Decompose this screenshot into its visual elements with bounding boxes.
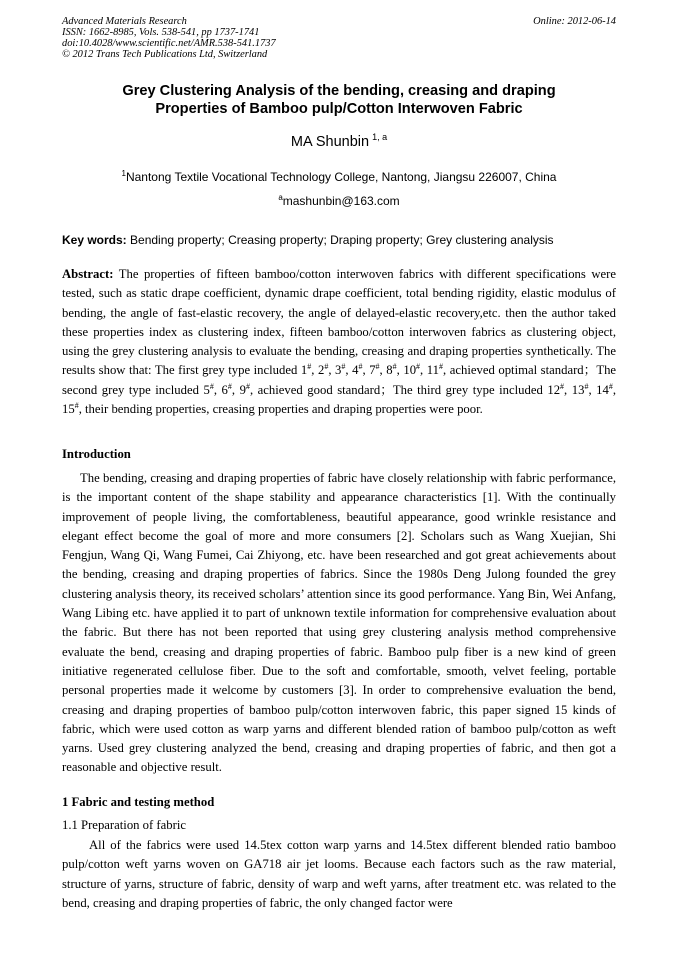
fabric-number-mark: # (307, 362, 312, 372)
fabric-number-mark: # (608, 381, 613, 391)
author-marks: 1, a (372, 132, 388, 142)
section-1-heading: 1 Fabric and testing method (62, 795, 215, 809)
affiliation-text: Nantong Textile Vocational Technology College, Nantong, Jiangsu 226007, China (125, 170, 557, 184)
author-line (62, 134, 616, 150)
abstract-text: , 11 (420, 363, 439, 378)
fabric-number-mark: # (584, 381, 589, 391)
title-line-2: Properties of Bamboo pulp/Cotton Interwoven Fabric (155, 101, 523, 117)
abstract-text: , 6 (213, 382, 228, 397)
abstract-text: , 15 (62, 382, 617, 417)
abstract-text: The properties of fifteen bamboo/cotton interwoven fabrics with different specifications were tested, such as static drape coefficient, dynamic drape coefficient, total bending rigidity, elastic modulus of bending, the angle of fast-elastic recovery, the angle of delayed-elastic recovery,etc. then the author taked these properties index as clustering index, fifteen bamboo/cotton interwoven fabrics as clustering object, using the grey clustering analysis to evaluate the bending, creasing and draping properties synthetically. The results show that: The first grey type included 1 (62, 267, 616, 378)
fabric-number-mark: # (416, 362, 421, 372)
affiliation-mark: 1 (121, 169, 126, 178)
fabric-number-mark: # (324, 362, 329, 372)
journal-header (62, 16, 616, 60)
section-1-1-heading: 1.1 Preparation of fabric (62, 818, 187, 832)
abstract-text: , 9 (231, 382, 246, 397)
abstract (62, 265, 616, 419)
fabric-number-mark: # (375, 362, 380, 372)
abstract-text: , their bending properties, creasing properties and draping properties were poor. (78, 402, 483, 417)
abstract-text: , achieved good standard；The third grey type included 12 (249, 382, 561, 397)
fabric-number-mark: # (439, 362, 443, 372)
abstract-text: , 14 (588, 382, 609, 397)
fabric-number-mark: # (227, 381, 232, 391)
abstract-text: , 13 (564, 382, 585, 397)
journal-doi: doi:10.4028/www.scientific.net/AMR.538-541.1737 (62, 38, 276, 49)
fabric-number-mark: # (209, 381, 214, 391)
online-date: Online: 2012-06-14 (533, 16, 616, 27)
email-mark: a (278, 193, 283, 202)
introduction-paragraph: The bending, creasing and draping properties of fabric have closely relationship with fabric performance, is the important content of the shape stability and appearance characteristics [1]. With the continually improvement of people living, the comfortableness, beautiful appearance, good wrinkle resistance and elegant effect become the goal of more and more consumers [2]. Scholars such as Wang Xuejian, Shi Fengjun, Wang Qi, Wang Fumei, Cai Zhiyong, etc. have been researched and got great achievements about the bending, creasing and draping properties of fabrics. Since the 1980s Deng Julong founded the grey clustering analysis theory, its received scholars’ attention since its good performance. Yang Bin, Wei Anfang, Wang Libing etc. have applied it to part of unknown textile information for comprehensive evaluation about the fabric. But there has not been reported that using grey clustering analysis method comprehensive evaluate the bend, creasing and draping properties of fabric. Bamboo pulp fiber is a new kind of green initiative regenerated cellulose fiber. Due to the soft and comfortable, smooth, velvet feeling, portable personal properties made it welcome by customers [3]. In order to comprehensive evaluation the bend, creasing and draping properties of bamboo pulp/cotton interwoven fabric, this paper signed 15 kinds of fabric, which were used cotton as warp yarns and different blended ration of bamboo pulp/cotton as weft yarns. Used grey clustering analyzed the bend, creasing and draping properties of fabric, and then got a reasonable and objective result. (62, 471, 616, 775)
journal-copyright: © 2012 Trans Tech Publications Ltd, Switzerland (62, 49, 268, 60)
keywords-label: Key words: (62, 233, 127, 247)
abstract-text: , 8 (379, 363, 393, 378)
affiliation (62, 170, 616, 184)
abstract-text: , achieved optimal standard；The second grey type included 5 (62, 363, 617, 397)
fabric-number-mark: # (245, 381, 250, 391)
keywords (62, 233, 622, 247)
email-text: mashunbin@163.com (282, 194, 400, 208)
paper-title (62, 82, 616, 118)
abstract-text: , 2 (311, 363, 325, 378)
introduction-heading: Introduction (62, 447, 131, 461)
fabric-number-mark: # (392, 362, 397, 372)
abstract-text: , 3 (328, 363, 342, 378)
abstract-text: , 10 (396, 363, 417, 378)
abstract-text: , 7 (362, 363, 376, 378)
journal-issn: ISSN: 1662-8985, Vols. 538-541, pp 1737-1741 (62, 27, 260, 38)
author-email (62, 194, 616, 208)
abstract-label: Abstract: (62, 267, 114, 281)
fabric-number-mark: # (341, 362, 346, 372)
title-line-1: Grey Clustering Analysis of the bending, creasing and draping (122, 83, 556, 99)
section-1-1-paragraph: All of the fabrics were used 14.5tex cotton warp yarns and 14.5tex different blended ratio bamboo pulp/cotton weft yarns woven on GA718 air jet looms. Because each factors such as the raw material, structure of yarns, structure of fabric, density of warp and weft yarns, after treatment etc. was related to the bend, creasing and draping properties of fabric, the only changed factor were (62, 838, 616, 910)
keywords-text: Bending property; Creasing property; Draping property; Grey clustering analysis (126, 233, 554, 247)
author-name: MA Shunbin (290, 134, 370, 150)
fabric-number-mark: # (358, 362, 363, 372)
journal-name: Advanced Materials Research (62, 16, 187, 27)
fabric-number-mark: # (74, 400, 79, 410)
fabric-number-mark: # (560, 381, 565, 391)
abstract-text: , 4 (345, 363, 359, 378)
